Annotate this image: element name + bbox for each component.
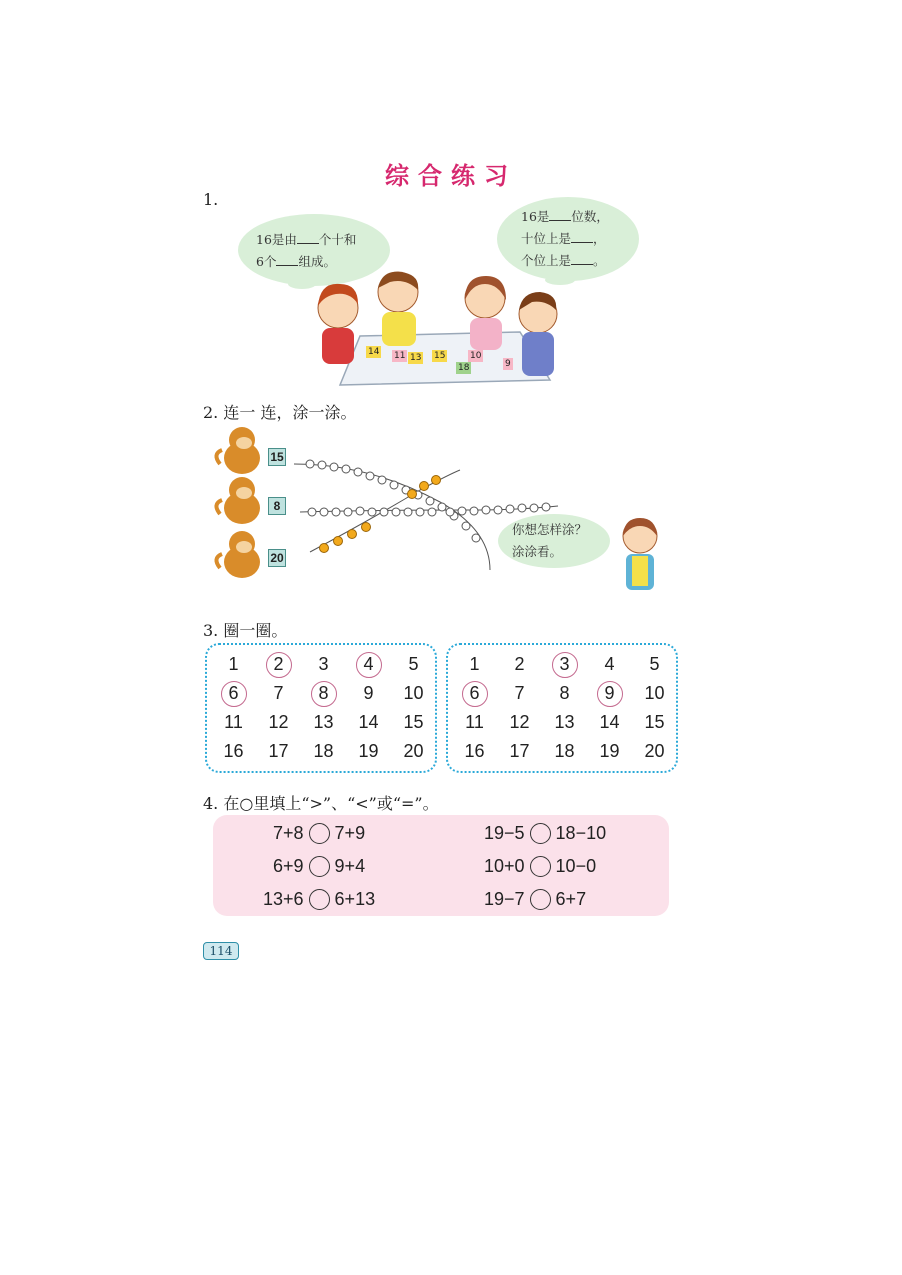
bubble-text: ， [593, 231, 606, 246]
bubble-text: 6个 [256, 254, 277, 269]
number-card: 15 [434, 351, 446, 361]
expression-left: 13+6 [263, 889, 304, 909]
question-2-label: 2. 连一 连，涂一涂。 [203, 403, 357, 422]
bubble-text: 你想怎样涂？ [512, 522, 588, 537]
grid-number-text: 7 [273, 683, 284, 703]
grid-number[interactable] [391, 708, 436, 737]
grid-number-text: 2 [514, 654, 525, 674]
number-tag: 15 [268, 448, 286, 466]
question-1-label: 1. [203, 190, 219, 209]
monkey-icon [212, 424, 268, 478]
speech-bubble-girl [498, 514, 610, 568]
grid-number-text: 3 [552, 652, 578, 678]
question-3-label: 3. 圈一圈。 [203, 621, 288, 640]
bubble-text: 位数， [571, 209, 609, 224]
speech-bubble-right [497, 197, 639, 281]
answer-circle[interactable] [530, 823, 551, 844]
bubble-text: 个位上是 [521, 253, 572, 268]
grid-number[interactable] [632, 708, 677, 737]
grid-number[interactable] [632, 737, 677, 766]
grid-number-text: 15 [644, 712, 665, 732]
monkey-icon [212, 528, 268, 582]
grid-number[interactable] [497, 679, 542, 708]
circled-number[interactable] [301, 679, 346, 708]
grid-number-text: 1 [469, 654, 480, 674]
grid-number[interactable] [497, 650, 542, 679]
answer-circle[interactable] [309, 856, 330, 877]
grid-number[interactable] [587, 737, 632, 766]
bubble-text: 涂涂看。 [512, 544, 563, 559]
answer-circle[interactable] [309, 889, 330, 910]
number-grid-right-box [446, 643, 678, 773]
answer-circle[interactable] [530, 889, 551, 910]
grid-number-text: 17 [509, 741, 530, 761]
expression-right: 9+4 [334, 856, 366, 876]
grid-number[interactable] [301, 650, 346, 679]
grid-number-text: 20 [403, 741, 424, 761]
children-illustration [300, 270, 560, 392]
expression-left: 19−5 [484, 823, 525, 843]
grid-number[interactable] [452, 737, 497, 766]
grid-number-text: 16 [223, 741, 244, 761]
comparison-row [213, 819, 669, 852]
circled-number[interactable] [452, 679, 497, 708]
grid-number[interactable] [452, 708, 497, 737]
expression-right: 7+9 [334, 823, 366, 843]
expression-left: 7+8 [273, 823, 304, 843]
grid-number-text: 9 [597, 681, 623, 707]
circled-number[interactable] [346, 650, 391, 679]
bubble-text: 16是 [521, 209, 550, 224]
grid-number[interactable] [346, 708, 391, 737]
grid-number[interactable] [256, 708, 301, 737]
grid-number[interactable] [587, 650, 632, 679]
grid-number[interactable] [587, 708, 632, 737]
grid-number[interactable] [346, 679, 391, 708]
expression-left: 10+0 [484, 856, 525, 876]
grid-number-text: 8 [311, 681, 337, 707]
grid-number[interactable] [391, 679, 436, 708]
grid-number-text: 11 [465, 712, 484, 732]
grid-number-text: 7 [514, 683, 525, 703]
grid-number[interactable] [391, 650, 436, 679]
grid-number-text: 18 [313, 741, 334, 761]
bubble-text: 。 [593, 253, 606, 268]
grid-number-text: 13 [554, 712, 575, 732]
grid-number-text: 13 [313, 712, 334, 732]
comparison-expression [484, 823, 606, 844]
expression-right: 10−0 [555, 856, 597, 876]
comparison-expression [273, 856, 365, 877]
circled-number[interactable] [211, 679, 256, 708]
number-card: 9 [505, 359, 511, 369]
grid-number-text: 4 [356, 652, 382, 678]
grid-number-text: 3 [318, 654, 329, 674]
grid-number-text: 11 [224, 712, 243, 732]
monkey-icon [212, 474, 268, 528]
expression-left: 6+9 [273, 856, 304, 876]
expression-left: 19−7 [484, 889, 525, 909]
comparison-expression [273, 823, 365, 844]
comparison-row [213, 852, 669, 885]
grid-number[interactable] [301, 737, 346, 766]
comparison-row [213, 885, 669, 918]
answer-circle[interactable] [530, 856, 551, 877]
grid-number-text: 1 [228, 654, 239, 674]
grid-number[interactable] [256, 679, 301, 708]
circled-number[interactable] [587, 679, 632, 708]
grid-number[interactable] [632, 679, 677, 708]
comparison-expression [263, 889, 375, 910]
grid-number[interactable] [497, 737, 542, 766]
grid-number-text: 10 [403, 683, 424, 703]
grid-number-text: 8 [559, 683, 570, 703]
number-grid-right [452, 650, 677, 766]
grid-number-text: 20 [644, 741, 665, 761]
expression-right: 6+13 [334, 889, 376, 909]
grid-number-text: 14 [599, 712, 620, 732]
number-grid-left [211, 650, 436, 766]
expression-right: 6+7 [555, 889, 587, 909]
page-title: 综合练习 [385, 162, 517, 190]
circled-number[interactable] [542, 650, 587, 679]
question-4-label: 4. 在○里填上“>”、“<”或“=”。 [203, 794, 439, 813]
grid-number[interactable] [346, 737, 391, 766]
grid-number-text: 15 [403, 712, 424, 732]
girl-illustration [612, 516, 668, 596]
grid-number[interactable] [391, 737, 436, 766]
bubble-text: 16是由 [256, 232, 297, 247]
grid-number[interactable] [256, 737, 301, 766]
expression-right: 18−10 [555, 823, 607, 843]
number-tag: 20 [268, 549, 286, 567]
grid-number[interactable] [542, 679, 587, 708]
grid-number[interactable] [452, 650, 497, 679]
grid-number-text: 5 [649, 654, 660, 674]
comparison-box [213, 815, 669, 916]
grid-number[interactable] [632, 650, 677, 679]
grid-number-text: 9 [363, 683, 374, 703]
grid-number[interactable] [211, 737, 256, 766]
grid-number[interactable] [542, 737, 587, 766]
grid-number-text: 4 [604, 654, 615, 674]
number-card: 18 [458, 363, 470, 373]
bubble-text: 组成。 [298, 254, 336, 269]
bubble-text: 个十和 [318, 232, 357, 247]
comparison-expression [484, 889, 586, 910]
grid-number-text: 19 [599, 741, 620, 761]
grid-number-text: 16 [464, 741, 485, 761]
grid-number-text: 14 [358, 712, 379, 732]
comparison-expression [484, 856, 596, 877]
grid-number-text: 5 [408, 654, 419, 674]
number-card: 13 [410, 353, 422, 363]
answer-circle[interactable] [309, 823, 330, 844]
number-grid-left-box [205, 643, 437, 773]
grid-number[interactable] [301, 708, 346, 737]
number-card: 10 [470, 351, 482, 361]
number-tag: 8 [268, 497, 286, 515]
grid-number-text: 17 [268, 741, 289, 761]
grid-number-text: 12 [268, 712, 289, 732]
grid-number-text: 6 [221, 681, 247, 707]
grid-number-text: 12 [509, 712, 530, 732]
grid-number-text: 18 [554, 741, 575, 761]
page-number: 114 [203, 942, 239, 960]
grid-number[interactable] [542, 708, 587, 737]
grid-number-text: 6 [462, 681, 488, 707]
number-card: 11 [394, 351, 406, 361]
bubble-text: 十位上是 [521, 231, 572, 246]
grid-number[interactable] [211, 708, 256, 737]
grid-number-text: 10 [644, 683, 665, 703]
grid-number[interactable] [497, 708, 542, 737]
circled-number[interactable] [256, 650, 301, 679]
grid-number[interactable] [211, 650, 256, 679]
grid-number-text: 2 [266, 652, 292, 678]
grid-number-text: 19 [358, 741, 379, 761]
number-card: 14 [368, 347, 380, 357]
